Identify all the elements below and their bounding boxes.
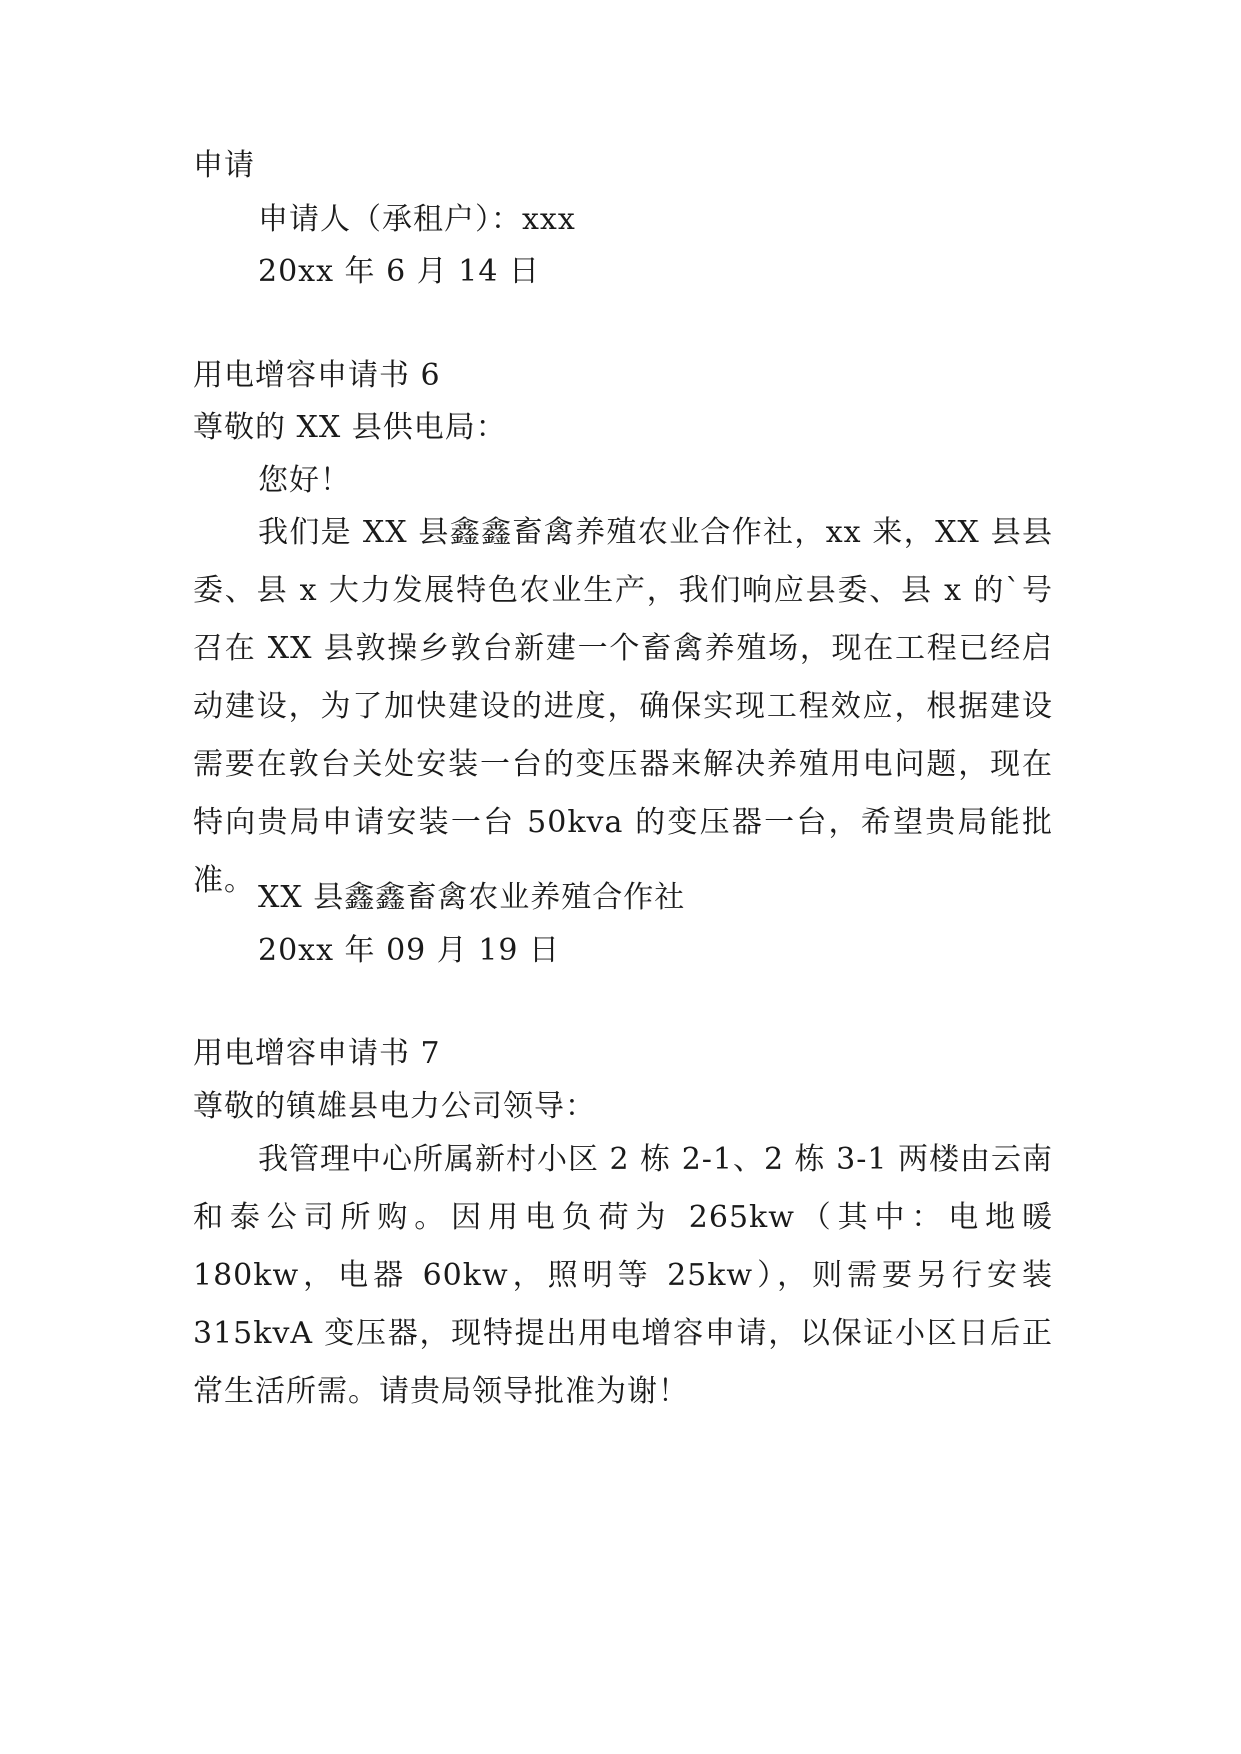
letter6-salutation: 尊敬的 XX 县供电局： [193,410,507,445]
letter6-heading: 用电增容申请书 6 [193,358,441,393]
previous-applicant: 申请人（承租户）：xxx [258,202,576,237]
previous-letter-tail: 申请 [193,148,255,183]
letter6-body: 我们是 XX 县鑫鑫畜禽养殖农业合作社，xx 来，XX 县县委、县 x 大力发展特色农业生产，我们响应县委、县 x 的`号召在 XX 县敦操乡敦台新建一个畜禽养殖场，现在工程已经启动建设，为了加快建设的进度，确保实现工程效应，根据建设需要在敦台关处安装一台的变压器来解决养殖用电问题，现在特向贵局申请安装一台 50kva 的变压器一台，希望贵局能批准。 [193,515,1053,898]
previous-date: 20xx 年 6 月 14 日 [258,254,540,289]
letter6-date: 20xx 年 09 月 19 日 [258,933,561,968]
letter7-salutation: 尊敬的镇雄县电力公司领导： [193,1089,596,1124]
letter7-heading: 用电增容申请书 7 [193,1036,441,1071]
letter6-greeting: 您好！ [258,463,351,498]
letter7-body: 我管理中心所属新村小区 2 栋 2-1、2 栋 3-1 两楼由云南和泰公司所购。因用电负荷为 265kw（其中：电地暖 180kw，电器 60kw，照明等 25kw），则需要另行安装 315kvA 变压器，现特提出用电增容申请，以保证小区日后正常生活所需。请贵局领导批准为谢！ [193,1142,1054,1409]
letter6-signature: XX 县鑫鑫畜禽农业养殖合作社 [258,880,686,915]
